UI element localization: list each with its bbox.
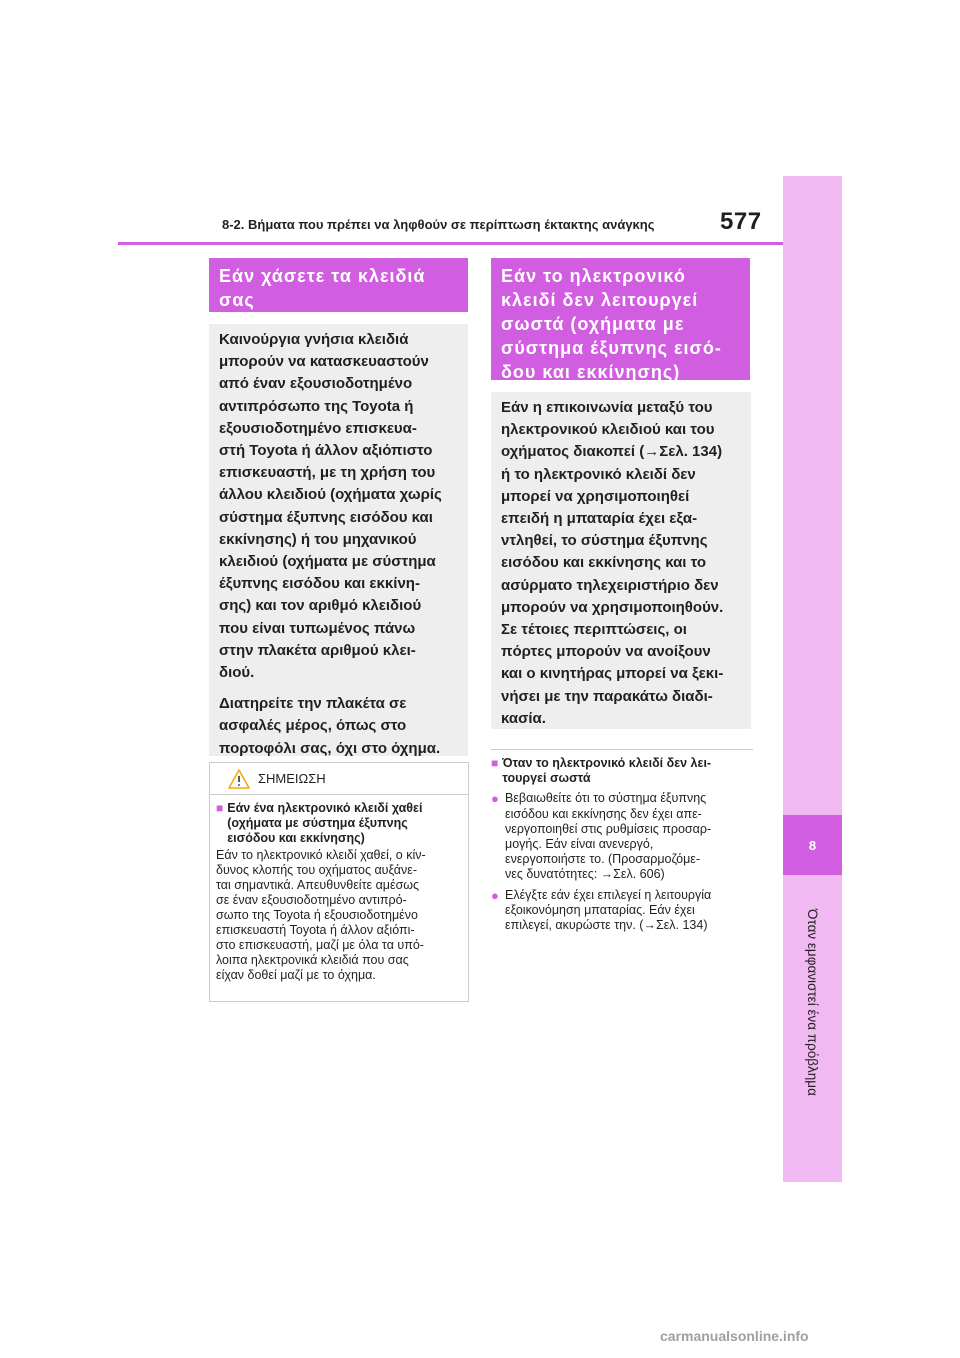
heading-line: σας bbox=[219, 290, 255, 310]
right-info-list bbox=[491, 749, 753, 933]
left-section-heading bbox=[209, 258, 468, 312]
note-body bbox=[210, 795, 468, 983]
info-paragraph: Καινούργια γνήσια κλειδιά μπορούν να κατασκευαστούν από έναν εξουσιοδοτημένο αντιπρόσωπο της Toyota ή εξουσιοδοτημένο επισκευα- στή Toyota ή άλλον αξιόπιστο επισκευαστή, με τη χρήση του άλλου κλειδιού (οχήματα χωρίς σύστημα έξυπνης εισόδου και εκκίνησης) ή του μηχανικού κλειδιού (οχήματα με σύστημα έξυπνης εισόδου και εκκίνη- σης) και τον αριθμό κλειδιού που είναι τυπωμένος πάνω στην πλακέτα αριθμού κλει- διού. bbox=[219, 331, 442, 682]
section-title: 8-2. Βήματα που πρέπει να ληφθούν σε περίπτωση έκτακτης ανάγκης bbox=[222, 217, 655, 232]
watermark: carmanualsonline.info bbox=[660, 1328, 809, 1344]
list-item: ● Ελέγξτε εάν έχει επιλεγεί η λειτουργία εξοικονόμηση μπαταρίας. Εάν έχει επιλεγεί, ακυρώστε την. (→Σελ. 134) bbox=[491, 887, 712, 933]
chapter-title-vertical bbox=[783, 882, 842, 1122]
header-divider bbox=[118, 242, 783, 245]
heading-line: κλειδί δεν λειτουργεί bbox=[501, 290, 699, 310]
heading-line: Εάν το ηλεκτρονικό bbox=[501, 266, 686, 286]
page-number: 577 bbox=[720, 208, 762, 235]
list-item: ● Βεβαιωθείτε ότι το σύστημα έξυπνης εισόδου και εκκίνησης δεν έχει απε- νεργοποιηθεί στις ρυθμίσεις προσαρ- μογής. Εάν είναι ανενεργό, ενεργοποιήστε το. (Προσαρμοζόμε- νες δυνατότητες: →Σελ. 606) bbox=[491, 791, 712, 882]
heading-line: Εάν χάσετε τα κλειδιά bbox=[219, 266, 426, 286]
info-paragraph: Διατηρείτε την πλακέτα σε ασφαλές μέρος, όπως στο πορτοφόλι σας, όχι στο όχημα. bbox=[219, 695, 441, 757]
right-info-box bbox=[491, 392, 751, 729]
right-section-heading bbox=[491, 258, 750, 380]
note-box bbox=[209, 762, 469, 1002]
chapter-number: 8 bbox=[783, 815, 842, 875]
note-label: ΣΗΜΕΙΩΣΗ bbox=[258, 771, 326, 786]
note-text: Εάν το ηλεκτρονικό κλειδί χαθεί, ο κίν- δυνος κλοπής του οχήματος αυξάνε- ται σημαντικά. Απευθυνθείτε αμέσως σε έναν εξουσιοδοτημένο αντιπρό- σωπο της Toyota ή εξουσιοδοτημένο επισκευαστή Toyota ή άλλον αξιόπι- στο επισκευαστή, μαζί με όλα τα υπό- λοιπα ηλεκτρονικά κλειδιά που σας είχαν δοθεί μαζί με το όχημα. bbox=[216, 848, 426, 982]
note-bullet-title: ■ Εάν ένα ηλεκτρονικό κλειδί χαθεί (οχήματα με σύστημα έξυπνης εισόδου και εκκίνησης) bbox=[216, 801, 423, 845]
note-header bbox=[210, 763, 468, 795]
divider bbox=[491, 749, 753, 750]
heading-line: δου και εκκίνησης) bbox=[501, 362, 681, 382]
circle-bullet-icon: ● bbox=[491, 791, 499, 807]
circle-bullet-icon: ● bbox=[491, 887, 499, 903]
heading-line: σύστημα έξυπνης εισό- bbox=[501, 338, 722, 358]
left-info-box bbox=[209, 324, 468, 756]
warning-triangle-icon bbox=[228, 769, 250, 789]
heading-line: σωστά (οχήματα με bbox=[501, 314, 685, 334]
square-bullet-icon: ■ bbox=[216, 801, 224, 815]
info-bullet-title: ■ Όταν το ηλεκτρονικό κλειδί δεν λει- τουργεί σωστά bbox=[491, 756, 712, 786]
chapter-title-text: Όταν εμφανιστεί ένα πρόβλημα bbox=[805, 908, 820, 1096]
info-paragraph: Εάν η επικοινωνία μεταξύ του ηλεκτρονικού κλειδιού και του οχήματος διακοπεί (→Σελ. 134) ή το ηλεκτρονικό κλειδί δεν μπορεί να χρησιμοποιηθεί επειδή η μπαταρία έχει εξα- ντληθεί, το σύστημα έξυπνης εισόδου και εκκίνησης και το ασύρματο τηλεχειριστήριο δεν μπορούν να χρησιμοποιηθούν. Σε τέτοιες περιπτώσεις, οι πόρτες μπορούν να ανοίξουν και ο κινητήρας μπορεί να ξεκι- νήσει με την παρακάτω διαδι- κασία. bbox=[501, 399, 724, 727]
square-bullet-icon: ■ bbox=[491, 756, 499, 770]
